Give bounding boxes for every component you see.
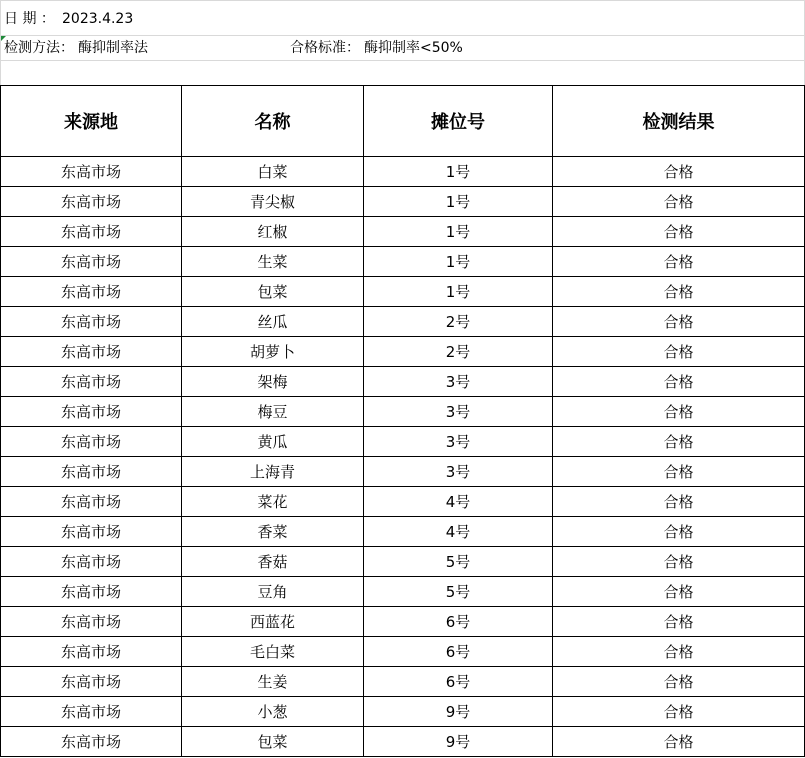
stall-cell[interactable]: 4号: [364, 487, 553, 517]
name-cell[interactable]: 香菇: [182, 547, 364, 577]
stall-cell[interactable]: 5号: [364, 577, 553, 607]
table-row: [1, 727, 805, 757]
name-cell[interactable]: 小葱: [182, 697, 364, 727]
stall-cell[interactable]: 2号: [364, 307, 553, 337]
name-cell[interactable]: 上海青: [182, 457, 364, 487]
result-cell[interactable]: 合格: [553, 517, 805, 547]
column-header-stall: 摊位号: [364, 86, 553, 157]
name-cell[interactable]: 包菜: [182, 727, 364, 757]
result-cell[interactable]: 合格: [553, 397, 805, 427]
result-cell[interactable]: 合格: [553, 547, 805, 577]
result-cell[interactable]: 合格: [553, 337, 805, 367]
name-cell[interactable]: 胡萝卜: [182, 337, 364, 367]
stall-cell[interactable]: 3号: [364, 397, 553, 427]
standard-value: 酶抑制率<50%: [364, 40, 463, 56]
table-row: [1, 427, 805, 457]
origin-cell[interactable]: 东高市场: [1, 397, 182, 427]
name-cell[interactable]: 包菜: [182, 277, 364, 307]
origin-cell[interactable]: 东高市场: [1, 637, 182, 667]
date-value: 2023.4.23: [62, 11, 134, 27]
stall-cell[interactable]: 3号: [364, 367, 553, 397]
table-row: [1, 517, 805, 547]
origin-cell[interactable]: 东高市场: [1, 547, 182, 577]
origin-cell[interactable]: 东高市场: [1, 217, 182, 247]
name-cell[interactable]: 生姜: [182, 667, 364, 697]
row-gridline: [0, 0, 805, 1]
result-cell[interactable]: 合格: [553, 727, 805, 757]
origin-cell[interactable]: 东高市场: [1, 727, 182, 757]
origin-cell[interactable]: 东高市场: [1, 697, 182, 727]
result-cell[interactable]: 合格: [553, 367, 805, 397]
column-header-result: 检测结果: [553, 86, 805, 157]
method-label: 检测方法：: [4, 40, 74, 56]
stall-cell[interactable]: 2号: [364, 337, 553, 367]
name-cell[interactable]: 丝瓜: [182, 307, 364, 337]
result-cell[interactable]: 合格: [553, 307, 805, 337]
name-cell[interactable]: 香菜: [182, 517, 364, 547]
origin-cell[interactable]: 东高市场: [1, 487, 182, 517]
name-cell[interactable]: 生菜: [182, 247, 364, 277]
origin-cell[interactable]: 东高市场: [1, 337, 182, 367]
origin-cell[interactable]: 东高市场: [1, 277, 182, 307]
name-cell[interactable]: 菜花: [182, 487, 364, 517]
column-header-name: 名称: [182, 86, 364, 157]
stall-cell[interactable]: 3号: [364, 457, 553, 487]
result-cell[interactable]: 合格: [553, 217, 805, 247]
stall-cell[interactable]: 1号: [364, 277, 553, 307]
name-cell[interactable]: 黄瓜: [182, 427, 364, 457]
column-gridline: [0, 0, 1, 85]
stall-cell[interactable]: 6号: [364, 607, 553, 637]
origin-cell[interactable]: 东高市场: [1, 187, 182, 217]
result-cell[interactable]: 合格: [553, 427, 805, 457]
result-cell[interactable]: 合格: [553, 667, 805, 697]
row-gridline: [0, 60, 805, 61]
table-row: [1, 397, 805, 427]
result-cell[interactable]: 合格: [553, 487, 805, 517]
table-row: [1, 637, 805, 667]
table-row: [1, 367, 805, 397]
origin-cell[interactable]: 东高市场: [1, 307, 182, 337]
origin-cell[interactable]: 东高市场: [1, 517, 182, 547]
origin-cell[interactable]: 东高市场: [1, 457, 182, 487]
result-cell[interactable]: 合格: [553, 607, 805, 637]
stall-cell[interactable]: 9号: [364, 697, 553, 727]
origin-cell[interactable]: 东高市场: [1, 427, 182, 457]
stall-cell[interactable]: 1号: [364, 217, 553, 247]
table-row: [1, 277, 805, 307]
table-header-row: [1, 86, 805, 157]
result-cell[interactable]: 合格: [553, 697, 805, 727]
origin-cell[interactable]: 东高市场: [1, 367, 182, 397]
name-cell[interactable]: 架梅: [182, 367, 364, 397]
stall-cell[interactable]: 4号: [364, 517, 553, 547]
stall-cell[interactable]: 1号: [364, 157, 553, 187]
origin-cell[interactable]: 东高市场: [1, 157, 182, 187]
stall-cell[interactable]: 1号: [364, 187, 553, 217]
row-gridline: [0, 35, 805, 36]
table-row: [1, 187, 805, 217]
column-header-origin: 来源地: [1, 86, 182, 157]
name-cell[interactable]: 毛白菜: [182, 637, 364, 667]
table-row: [1, 457, 805, 487]
result-cell[interactable]: 合格: [553, 577, 805, 607]
origin-cell[interactable]: 东高市场: [1, 607, 182, 637]
stall-cell[interactable]: 3号: [364, 427, 553, 457]
table-row: [1, 217, 805, 247]
table-row: [1, 547, 805, 577]
standard-label: 合格标准：: [290, 40, 360, 56]
result-cell[interactable]: 合格: [553, 277, 805, 307]
table-row: [1, 667, 805, 697]
name-cell[interactable]: 青尖椒: [182, 187, 364, 217]
result-cell[interactable]: 合格: [553, 247, 805, 277]
table-row: [1, 487, 805, 517]
stall-cell[interactable]: 5号: [364, 547, 553, 577]
name-cell[interactable]: 梅豆: [182, 397, 364, 427]
table-row: [1, 337, 805, 367]
result-cell[interactable]: 合格: [553, 187, 805, 217]
method-value: 酶抑制率法: [78, 40, 148, 56]
table-row: [1, 697, 805, 727]
origin-cell[interactable]: 东高市场: [1, 667, 182, 697]
name-cell[interactable]: 豆角: [182, 577, 364, 607]
stall-cell[interactable]: 9号: [364, 727, 553, 757]
table-row: [1, 247, 805, 277]
table-row: [1, 307, 805, 337]
result-cell[interactable]: 合格: [553, 157, 805, 187]
origin-cell[interactable]: 东高市场: [1, 247, 182, 277]
inspection-table: [0, 85, 805, 757]
stall-cell[interactable]: 1号: [364, 247, 553, 277]
table-row: [1, 607, 805, 637]
table-body: [1, 157, 805, 757]
stall-cell[interactable]: 6号: [364, 667, 553, 697]
stall-cell[interactable]: 6号: [364, 637, 553, 667]
name-cell[interactable]: 白菜: [182, 157, 364, 187]
origin-cell[interactable]: 东高市场: [1, 577, 182, 607]
table-row: [1, 157, 805, 187]
result-cell[interactable]: 合格: [553, 457, 805, 487]
date-label: 日 期 ：: [4, 11, 55, 27]
name-cell[interactable]: 红椒: [182, 217, 364, 247]
result-cell[interactable]: 合格: [553, 637, 805, 667]
name-cell[interactable]: 西蓝花: [182, 607, 364, 637]
table-row: [1, 577, 805, 607]
